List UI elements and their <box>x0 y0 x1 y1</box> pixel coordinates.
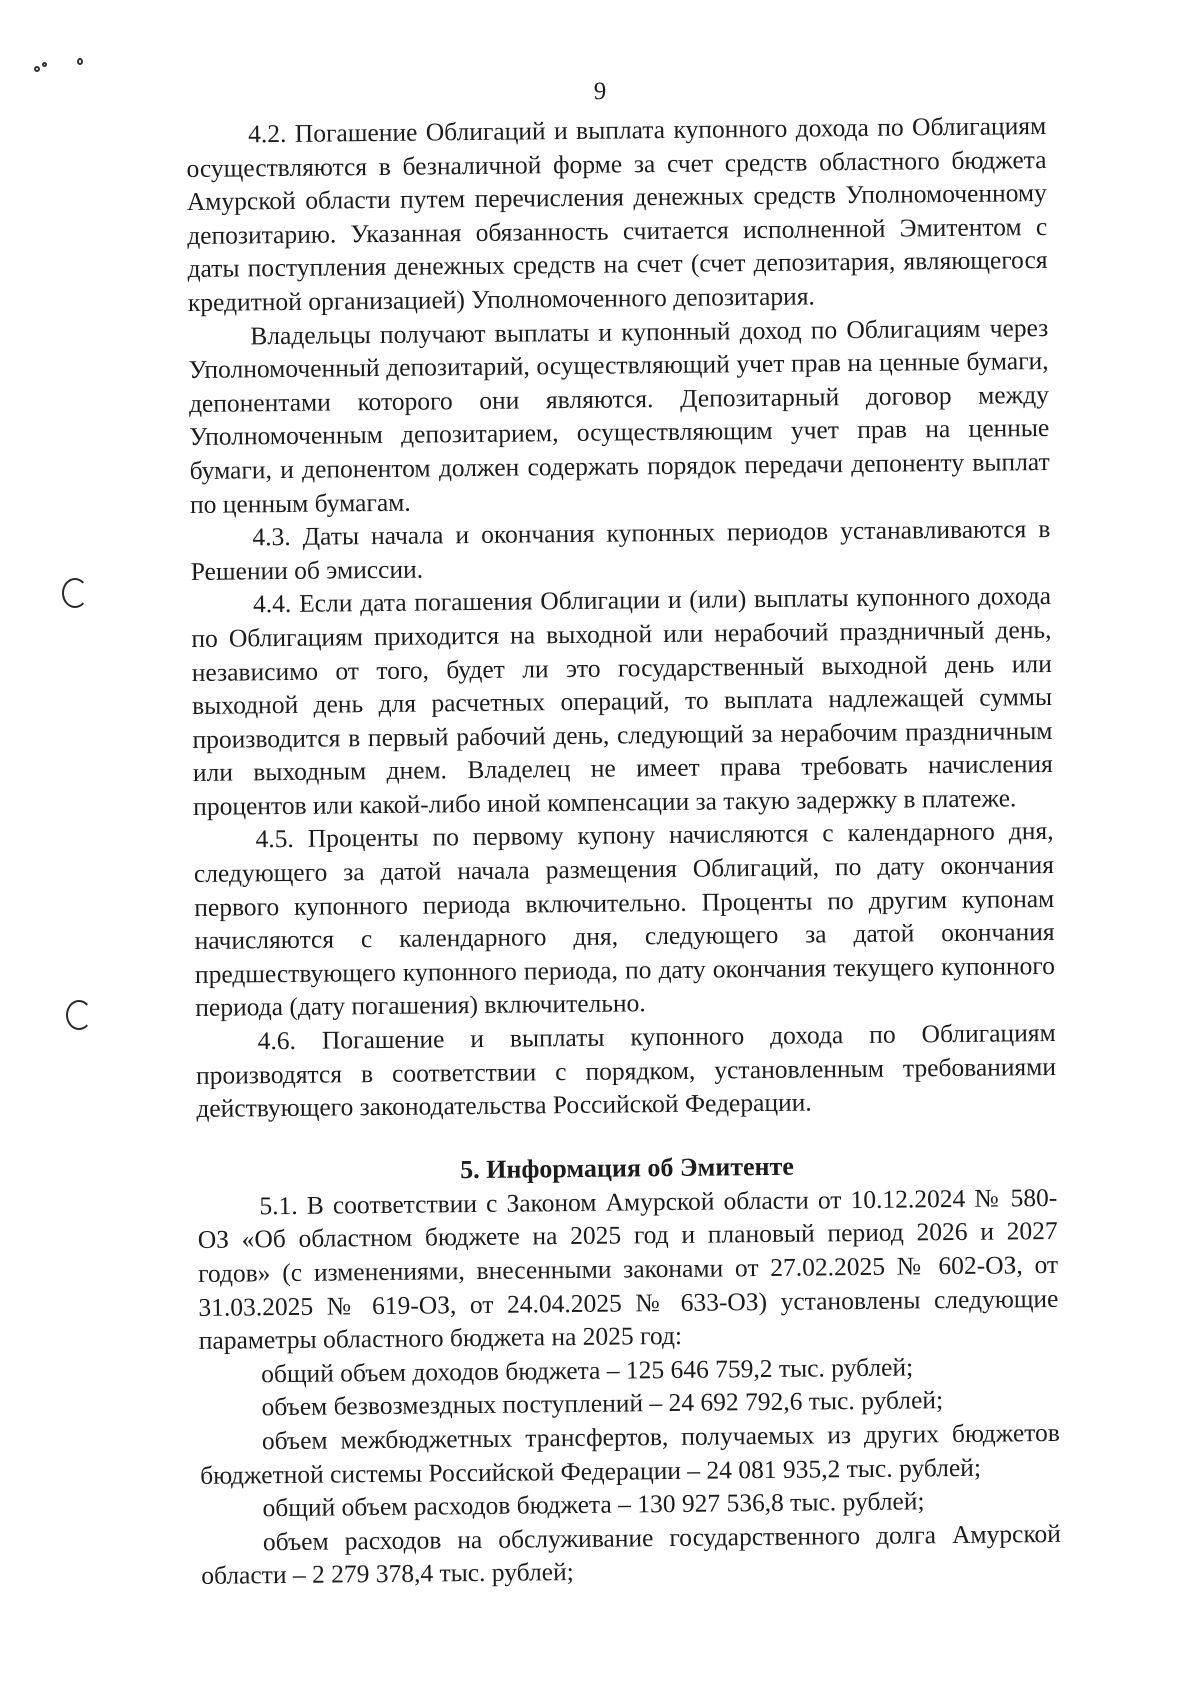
section-heading: 5. Информация об Эмитенте <box>459 1151 795 1184</box>
scan-dot <box>34 66 40 72</box>
budget-item-revenue: общий объем доходов бюджета – 125 646 759,2 тыс. рублей; <box>261 1352 914 1389</box>
paragraph-4-2: 4.2. Погашение Облигаций и выплата купонного дохода по Облигациям осуществляются в безналичной форме за счет средств областного бюджета Амурской области путем перечисления денежных средств Уполномоченному депозитарию. Указанная обязанность считается исполненной Эмитентом с даты поступления денежных средств на счет (счет депозитария, являющегося кредитной организацией) Уполномоченного депозитария. <box>186 110 1048 317</box>
paragraph-holders: Владельцы получают выплаты и купонный доход по Облигациям через Уполномоченный депозитарий, осуществляющий учет прав на ценные бумаги, депонентами которого они являются. Депозитарный договор между Уполномоченным депозитарием, осуществляющим учет прав на ценные бумаги, и депонентом должен содержать порядок передачи депоненту выплат по ценным бумагам. <box>188 312 1050 519</box>
scan-dot <box>42 62 47 67</box>
scan-hole-mark <box>66 1000 92 1030</box>
paragraph-4-5: 4.5. Проценты по первому купону начисляются с календарного дня, следующего за датой начала размещения Облигаций, по дату окончания первого купонного периода включительно. Проценты по другим купонам начисляются с календарного дня, следующего за датой окончания предшествующего купонного периода, по дату окончания текущего купонного периода (дату погашения) включительно. <box>193 816 1056 1023</box>
budget-item-transfers: объем межбюджетных трансфертов, получаемых из других бюджетов бюджетной системы Российской Федерации – 24 081 935,2 тыс. рублей; <box>200 1417 1060 1490</box>
budget-item-grants: объем безвозмездных поступлений – 24 692 792,6 тыс. рублей; <box>261 1385 944 1422</box>
scan-dot <box>77 58 83 65</box>
budget-item-debt-service: объем расходов на обслуживание государственного долга Амурской области – 2 279 378,4 тыс. рублей; <box>201 1518 1062 1591</box>
paragraph-4-3: 4.3. Даты начала и окончания купонных периодов устанавливаются в Решении об эмиссии. <box>190 514 1051 586</box>
page-number: 9 <box>593 78 607 105</box>
paragraph-4-4: 4.4. Если дата погашения Облигации и (или) выплаты купонного дохода по Облигациям приходится на выходной или нерабочий праздничный день, независимо от того, будет ли это государственный выходной день или выходной день для расчетных операций, то выплата надлежащей суммы производится в первый рабочий день, следующий за нерабочим праздничным или выходным днем. Владелец не имеет права требовать начисления процентов или какой-либо иной компенсации за такую задержку в платеже. <box>191 581 1053 821</box>
budget-item-expenditure: общий объем расходов бюджета – 130 927 536,8 тыс. рублей; <box>262 1486 925 1523</box>
scan-hole-mark <box>62 578 88 608</box>
document-body <box>186 109 1061 1593</box>
paragraph-4-6: 4.6. Погашение и выплаты купонного дохода по Облигациям производятся в соответствии с порядком, установленным требованиями действующего законодательства Российской Федерации. <box>195 1017 1057 1124</box>
paragraph-5-1: 5.1. В соответствии с Законом Амурской области от 10.12.2024 № 580-ОЗ «Об областном бюджете на 2025 год и плановый период 2026 и 2027 годов» (с изменениями, внесенными законами от 27.02.2025 № 602-ОЗ, от 31.03.2025 № 619-ОЗ, от 24.04.2025 № 633-ОЗ) установлены следующие параметры областного бюджета на 2025 год: <box>197 1182 1059 1356</box>
